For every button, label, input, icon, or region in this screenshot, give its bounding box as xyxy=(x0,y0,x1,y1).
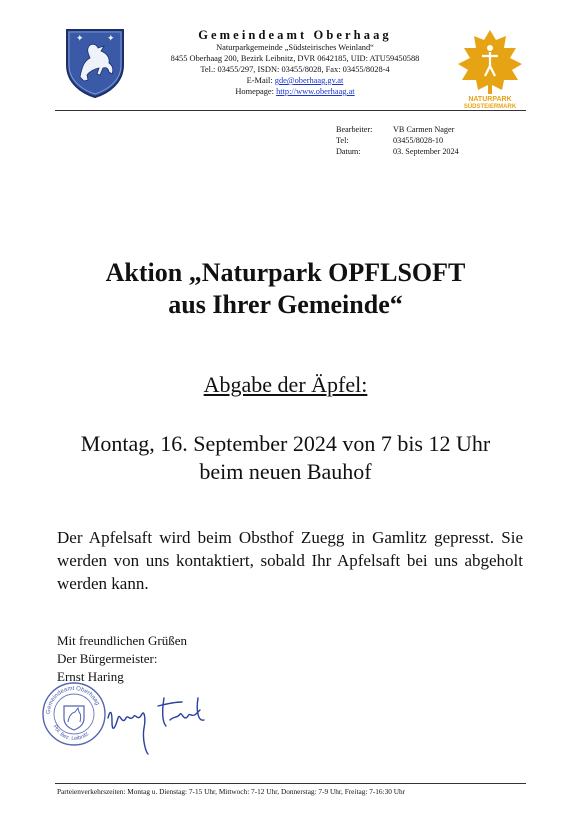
letterhead-line-phone: Tel.: 03455/297, ISDN: 03455/8028, Fax: 03455/8028-4 xyxy=(200,65,390,74)
header-divider xyxy=(55,110,526,111)
handwritten-signature xyxy=(100,688,225,758)
event-date xyxy=(0,430,571,486)
meta-value: 03. September 2024 xyxy=(393,147,459,156)
homepage-label: Homepage: xyxy=(235,87,277,96)
email-link[interactable]: gde@oberhaag.gv.at xyxy=(274,76,344,85)
coat-of-arms-crest-icon xyxy=(64,27,126,99)
event-date-line-1: Montag, 16. September 2024 von 7 bis 12 Uhr xyxy=(80,431,491,456)
letterhead-line-email xyxy=(140,75,450,86)
stamp-bottom-text: Pol. Bez. Leibnitz xyxy=(51,724,91,743)
svg-text:✦: ✦ xyxy=(107,34,115,44)
stamp-top-text: Gemeindeamt Oberhaag xyxy=(45,685,101,715)
office-hours-footer: Parteienverkehrszeiten: Montag u. Dienstag: 7-15 Uhr, Mittwoch: 7-12 Uhr, Donnerstag: 7-9 Uhr, Freitag: 7-16:30 Uhr xyxy=(57,787,406,796)
naturpark-logo-icon xyxy=(452,26,528,110)
meta-value: 03455/8028-10 xyxy=(393,136,444,145)
title-line-2: aus Ihrer Gemeinde“ xyxy=(168,290,403,319)
meta-row-clerk xyxy=(336,125,454,136)
closing-role: Der Bürgermeister: xyxy=(57,651,158,666)
letterhead-line-municipality: Naturparkgemeinde „Südsteirisches Weinland“ xyxy=(216,43,374,52)
closing-name: Ernst Haring xyxy=(57,669,124,684)
letterhead-line-homepage xyxy=(140,86,450,97)
meta-key: Datum: xyxy=(336,147,361,156)
email-label: E-Mail: xyxy=(246,76,275,85)
meta-value: VB Carmen Nager xyxy=(393,125,455,134)
subheading: Abgabe der Äpfel: xyxy=(203,372,368,397)
logo-text-naturpark: NATURPARK xyxy=(468,96,512,103)
page-title xyxy=(0,257,571,321)
event-location-line: beim neuen Bauhof xyxy=(199,459,372,484)
logo-text-suedsteiermark: SÜDSTEIERMARK xyxy=(463,104,517,110)
letterhead-line-address: 8455 Oberhaag 200, Bezirk Leibnitz, DVR 0642185, UID: ATU59450588 xyxy=(170,54,420,63)
meta-row-phone xyxy=(336,136,443,147)
homepage-link[interactable]: http://www.oberhaag.at xyxy=(276,87,355,96)
closing-greeting: Mit freundlichen Grüßen xyxy=(57,633,187,648)
svg-text:✦: ✦ xyxy=(76,34,84,44)
title-line-1: Aktion „Naturpark OPFLSOFT xyxy=(105,258,466,287)
meta-row-date xyxy=(336,147,459,158)
office-name: Gemeindeamt Oberhaag xyxy=(198,28,392,42)
body-paragraph: Der Apfelsaft wird beim Obsthof Zuegg in Gamlitz gepresst. Sie werden von uns kontaktiert, sobald Ihr Apfelsaft bei uns abgeholt werden kann. xyxy=(57,528,523,593)
meta-key: Bearbeiter: xyxy=(336,125,373,134)
footer-divider xyxy=(55,783,526,784)
official-stamp-icon xyxy=(40,680,108,748)
meta-key: Tel: xyxy=(336,136,349,145)
